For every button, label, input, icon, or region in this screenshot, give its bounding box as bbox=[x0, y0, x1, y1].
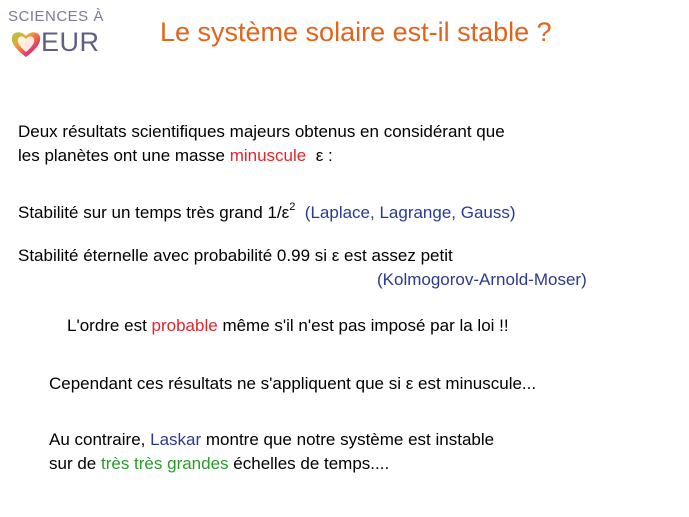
paragraph4-line: L'ordre est probable même s'il n'est pas imposé par la loi !! bbox=[67, 316, 509, 335]
heart-icon bbox=[10, 29, 42, 59]
sciences-a-coeur-logo bbox=[8, 8, 120, 60]
laskar-name: Laskar bbox=[150, 430, 202, 449]
authors-laplace: (Laplace, Lagrange, Gauss) bbox=[304, 203, 516, 222]
paragraph1-line2: les planètes ont une masse minuscule ε : bbox=[18, 146, 333, 165]
tres-grandes-highlight: très très grandes bbox=[100, 454, 229, 473]
paragraph5-line: Cependant ces résultats ne s'appliquent que si ε est minuscule... bbox=[49, 374, 537, 393]
paragraph6-line2: sur de très très grandes échelles de temps.... bbox=[49, 454, 390, 473]
paragraph2-line: Stabilité sur un temps très grand $1/\varepsilon^2$ (Laplace, Lagrange, Gauss) bbox=[18, 201, 516, 222]
slide-title: Le système solaire est-il stable ? bbox=[160, 17, 552, 47]
paragraph6-line1: Au contraire, Laskar montre que notre système est instable bbox=[49, 430, 495, 449]
probable-highlight: probable bbox=[151, 316, 218, 335]
logo-word: EUR bbox=[41, 27, 100, 57]
exponent: 2 bbox=[289, 201, 296, 213]
authors-kam: (Kolmogorov-Arnold-Moser) bbox=[377, 270, 587, 289]
paragraph3-line1: Stabilité éternelle avec probabilité 0.99 si ε est assez petit bbox=[18, 246, 453, 265]
logo-top-text: SCIENCES À bbox=[8, 8, 104, 25]
paragraph1-line1: Deux résultats scientifiques majeurs obtenus en considérant que bbox=[18, 122, 505, 141]
minuscule-highlight: minuscule bbox=[229, 146, 307, 165]
